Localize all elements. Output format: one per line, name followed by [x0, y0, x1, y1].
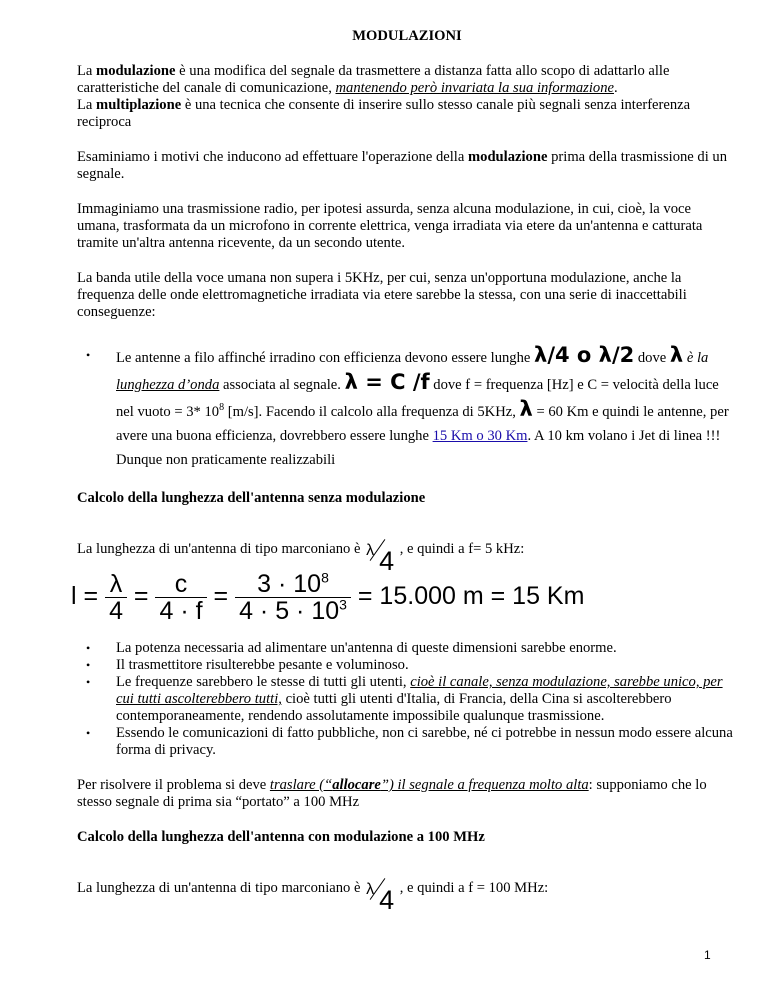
- bullet-list-conseguenze: [77, 640, 737, 759]
- heading-con-modulazione: Calcolo della lunghezza dell'antenna con modulazione a 100 MHz: [77, 829, 485, 845]
- list-item: • La potenza necessaria ad alimentare un'antenna di queste dimensioni sarebbe enorme.: [116, 640, 737, 657]
- list-item: • Le antenne a filo affinché irradino con efficienza devono essere lunghe λ/4 o λ/2 dove λ è la lunghezza d’onda associata al segnale. λ = C /f dove f = frequenza [Hz] e C = velocità della luce nel vuoto = 3* $10^8$ [m/s]. Facendo il calcolo alla frequenza di 5KHz, λ = 60 Km e quindi le antenne, per avere una buona efficienza, dovrebbero essere lunghe 15 Km o 30 Km. A 10 km volano i Jet di linea !!! Dunque non praticamente realizzabili: [116, 343, 737, 472]
- antenna-length-formula: l = $\frac{\lambda}{4}$ = $\frac{c}{4 \cdot f}$ = $\frac{3 \cdot 10^8}{4 \cdot 5 \cdot 10^3}$ = 15.000 m = 15 Km: [71, 569, 585, 625]
- lambda-quarter-fraction: λ 4: [364, 531, 396, 569]
- intro-multiplazione: La multiplazione è una tecnica che consente di inserire sullo stesso canale più segnali senza interferenza reciproca: [77, 97, 691, 130]
- list-item: • Essendo le comunicazioni di fatto pubbliche, non ci sarebbe, né ci potrebbe in nessun modo essere alcuna forma di privacy.: [116, 725, 737, 759]
- intro-modulazione: La modulazione è una modifica del segnale da trasmettere a distanza fatta allo scopo di adattarlo alle caratteristiche del canale di comunicazione, mantenendo però invariata la sua informazione.: [77, 63, 670, 96]
- para-marconiano-2: La lunghezza di un'antenna di tipo marconiano è λ 4 , e quindi a f = 100 MHz:: [77, 868, 737, 908]
- list-item: • Le frequenze sarebbero le stesse di tutti gli utenti, cioè il canale, senza modulazione, sarebbe unico, per cui tutti ascolterebbero tutti, cioè tutti gli utenti d'Italia, di Francia, della Cina si ascolterebbero contemporaneamente, rendendo assolutamente impossibile qualunque trasmissione.: [116, 674, 737, 725]
- document-content: [71, 28, 737, 915]
- para-banda: La banda utile della voce umana non supera i 5KHz, per cui, senza un'opportuna modulazione, anche la frequenza delle onde elettromagnetiche irradiata via etere sarebbe la stessa, con una serie di inaccettabili conseguenze:: [77, 270, 687, 320]
- link-15km-30km[interactable]: 15 Km o 30 Km: [432, 428, 528, 444]
- lambda-formula: λ = C /f: [344, 370, 430, 394]
- lambda-fraction-formula: λ/4 o λ/2: [534, 343, 635, 367]
- para-immaginiamo: Immaginiamo una trasmissione radio, per ipotesi assurda, senza alcuna modulazione, in cui, cioè, la voce umana, trasformata da un microfono in corrente elettrica, venga irradiata via etere da un'antenna e catturata tramite un'altra antenna ricevente, da un secondo utente.: [77, 201, 703, 251]
- bullet-list-antenne: [77, 343, 737, 472]
- para-motivi: Esaminiamo i motivi che inducono ad effettuare l'operazione della modulazione prima della trasmissione di un segnale.: [77, 149, 728, 182]
- para-marconiano-1: La lunghezza di un'antenna di tipo marconiano è λ 4 , e quindi a f= 5 kHz:: [77, 529, 737, 569]
- page-number: 1: [704, 948, 711, 962]
- list-item: • Il trasmettitore risulterebbe pesante e voluminoso.: [116, 657, 737, 674]
- lambda-quarter-fraction: λ 4: [364, 870, 396, 908]
- page-title: MODULAZIONI: [352, 28, 462, 44]
- para-risolvere: Per risolvere il problema si deve traslare (“allocare”) il segnale a frequenza molto alta: supponiamo che lo stesso segnale di prima sia “portato” a 100 MHz: [77, 777, 707, 810]
- heading-senza-modulazione: Calcolo della lunghezza dell'antenna senza modulazione: [77, 490, 426, 506]
